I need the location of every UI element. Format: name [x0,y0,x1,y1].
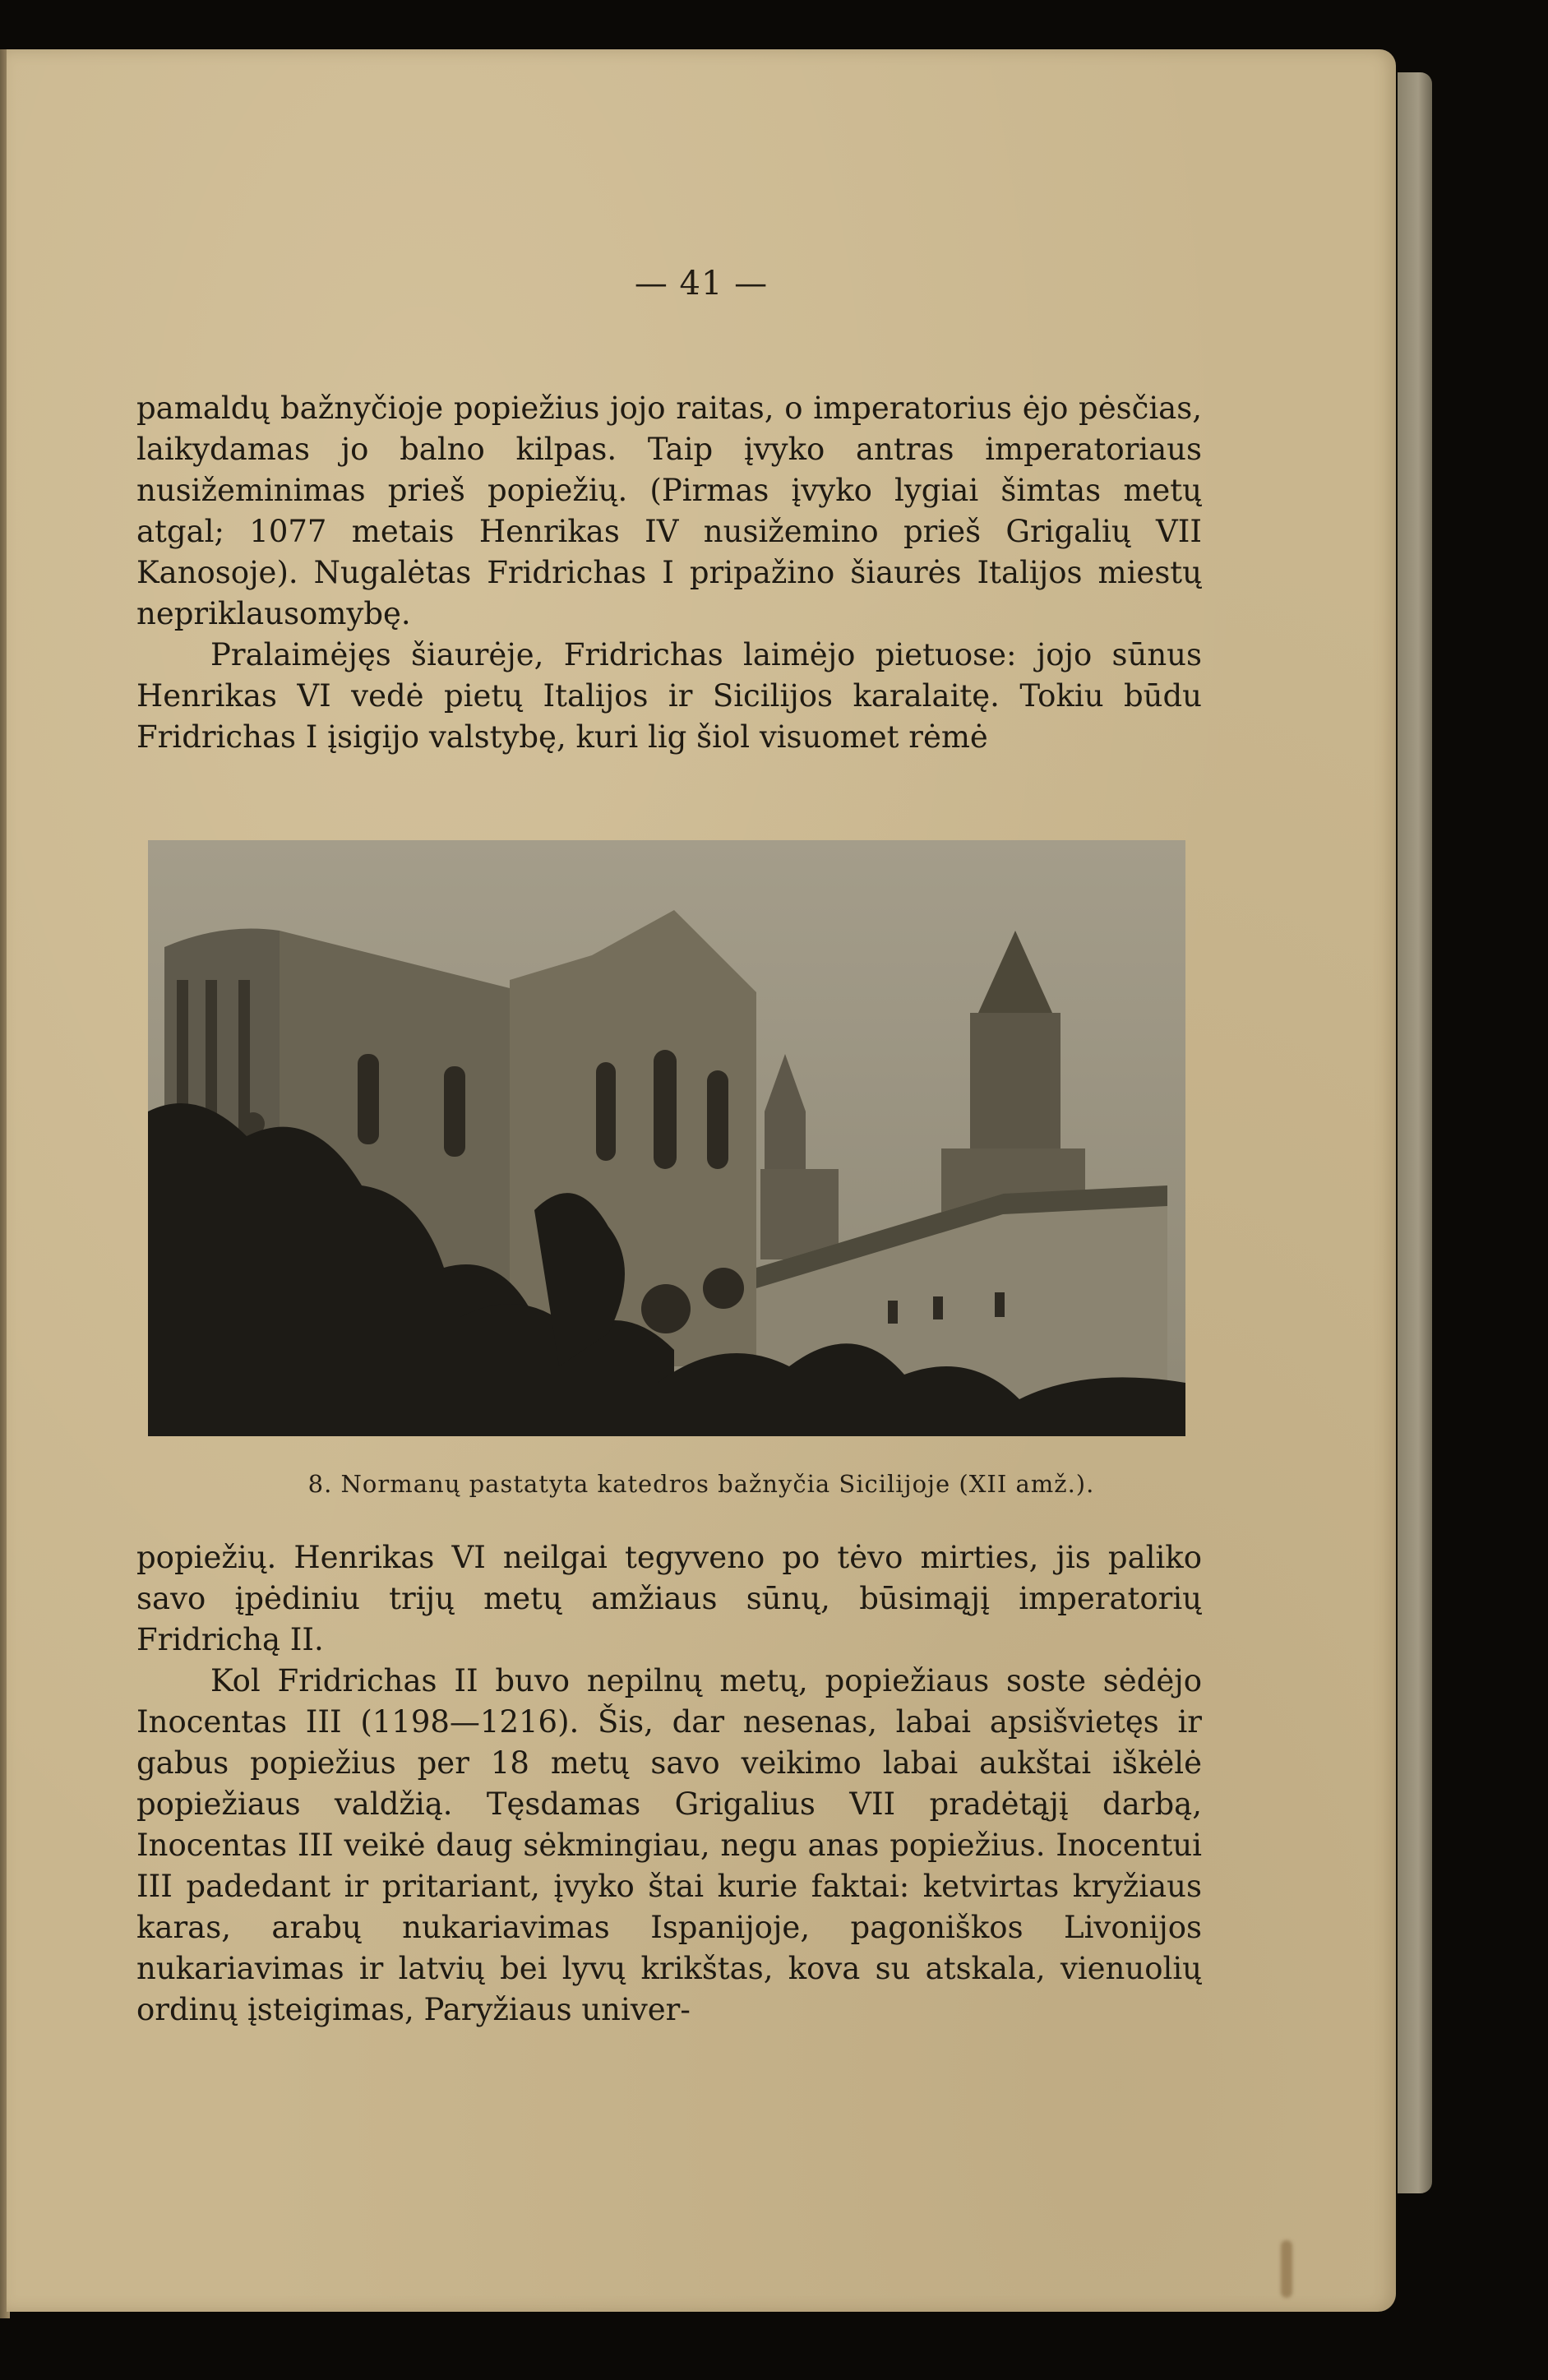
page-stack-edge [1398,72,1432,2193]
paper-stain [1281,2240,1292,2298]
cathedral-photo [148,840,1185,1436]
paragraph: pamaldų bažnyčioje popiežius jojo raitas, o imperatorius ėjo pėsčias, laikydamas jo balno kilpas. Taip įvyko antras imperatoriaus nusižeminimas prieš popiežių. (Pirmas įvyko lygiai šimtas metų atgal; 1077 metais Henrikas IV nusižemino prieš Grigalių VII Kanosoje). Nugalėtas Fridrichas I pripažino šiaurės Italijos miestų nepriklausomybę. [136,391,1202,631]
paragraph: Kol Fridrichas II buvo nepilnų metų, popiežiaus soste sėdėjo Inocentas III (1198—1216). Šis, dar nesenas, labai apsišvietęs ir gabus popiežius per 18 metų savo veikimo labai aukštai iškėlė popiežiaus valdžią. Tęsdamas Grigalius VII pradėtąjį darbą, Inocentas III veikė daug sėkmingiau, negu anas popiežius. Inocentui III padedant ir pritariant, įvyko štai kurie faktai: ketvirtas kryžiaus karas, arabų nukariavimas Ispanijoje, pagoniškos Livonijos nukariavimas ir latvių bei lyvų krikštas, kova su atskala, vienuolių ordinų įsteigimas, Paryžiaus univer- [136,1663,1202,2027]
cathedral-illustration [148,840,1185,1436]
text-block-bottom [136,1537,1202,2031]
paragraph: Pralaimėjęs šiaurėje, Fridrichas laimėjo pietuose: jojo sūnus Henrikas VI vedė pietų Italijos ir Sicilijos karalaitę. Tokiu būdu Fridrichas I įsigijo valstybę, kuri lig šiol visuomet rėmė [136,637,1202,755]
paragraph: popiežių. Henrikas VI neilgai tegyveno po tėvo mirties, jis paliko savo įpėdiniu trijų metų amžiaus sūnų, būsimąjį imperatorių Fridrichą II. [136,1540,1202,1657]
small-tower-base [760,1169,839,1259]
figure-caption: 8. Normanų pastatyta katedros bažnyčia Sicilijoje (XII amž.). [307,1470,1095,1498]
book-page [7,49,1396,2312]
bell-tower-upper [970,1013,1060,1153]
text-block-top [136,388,1202,758]
page-number: — 41 — [634,265,769,303]
